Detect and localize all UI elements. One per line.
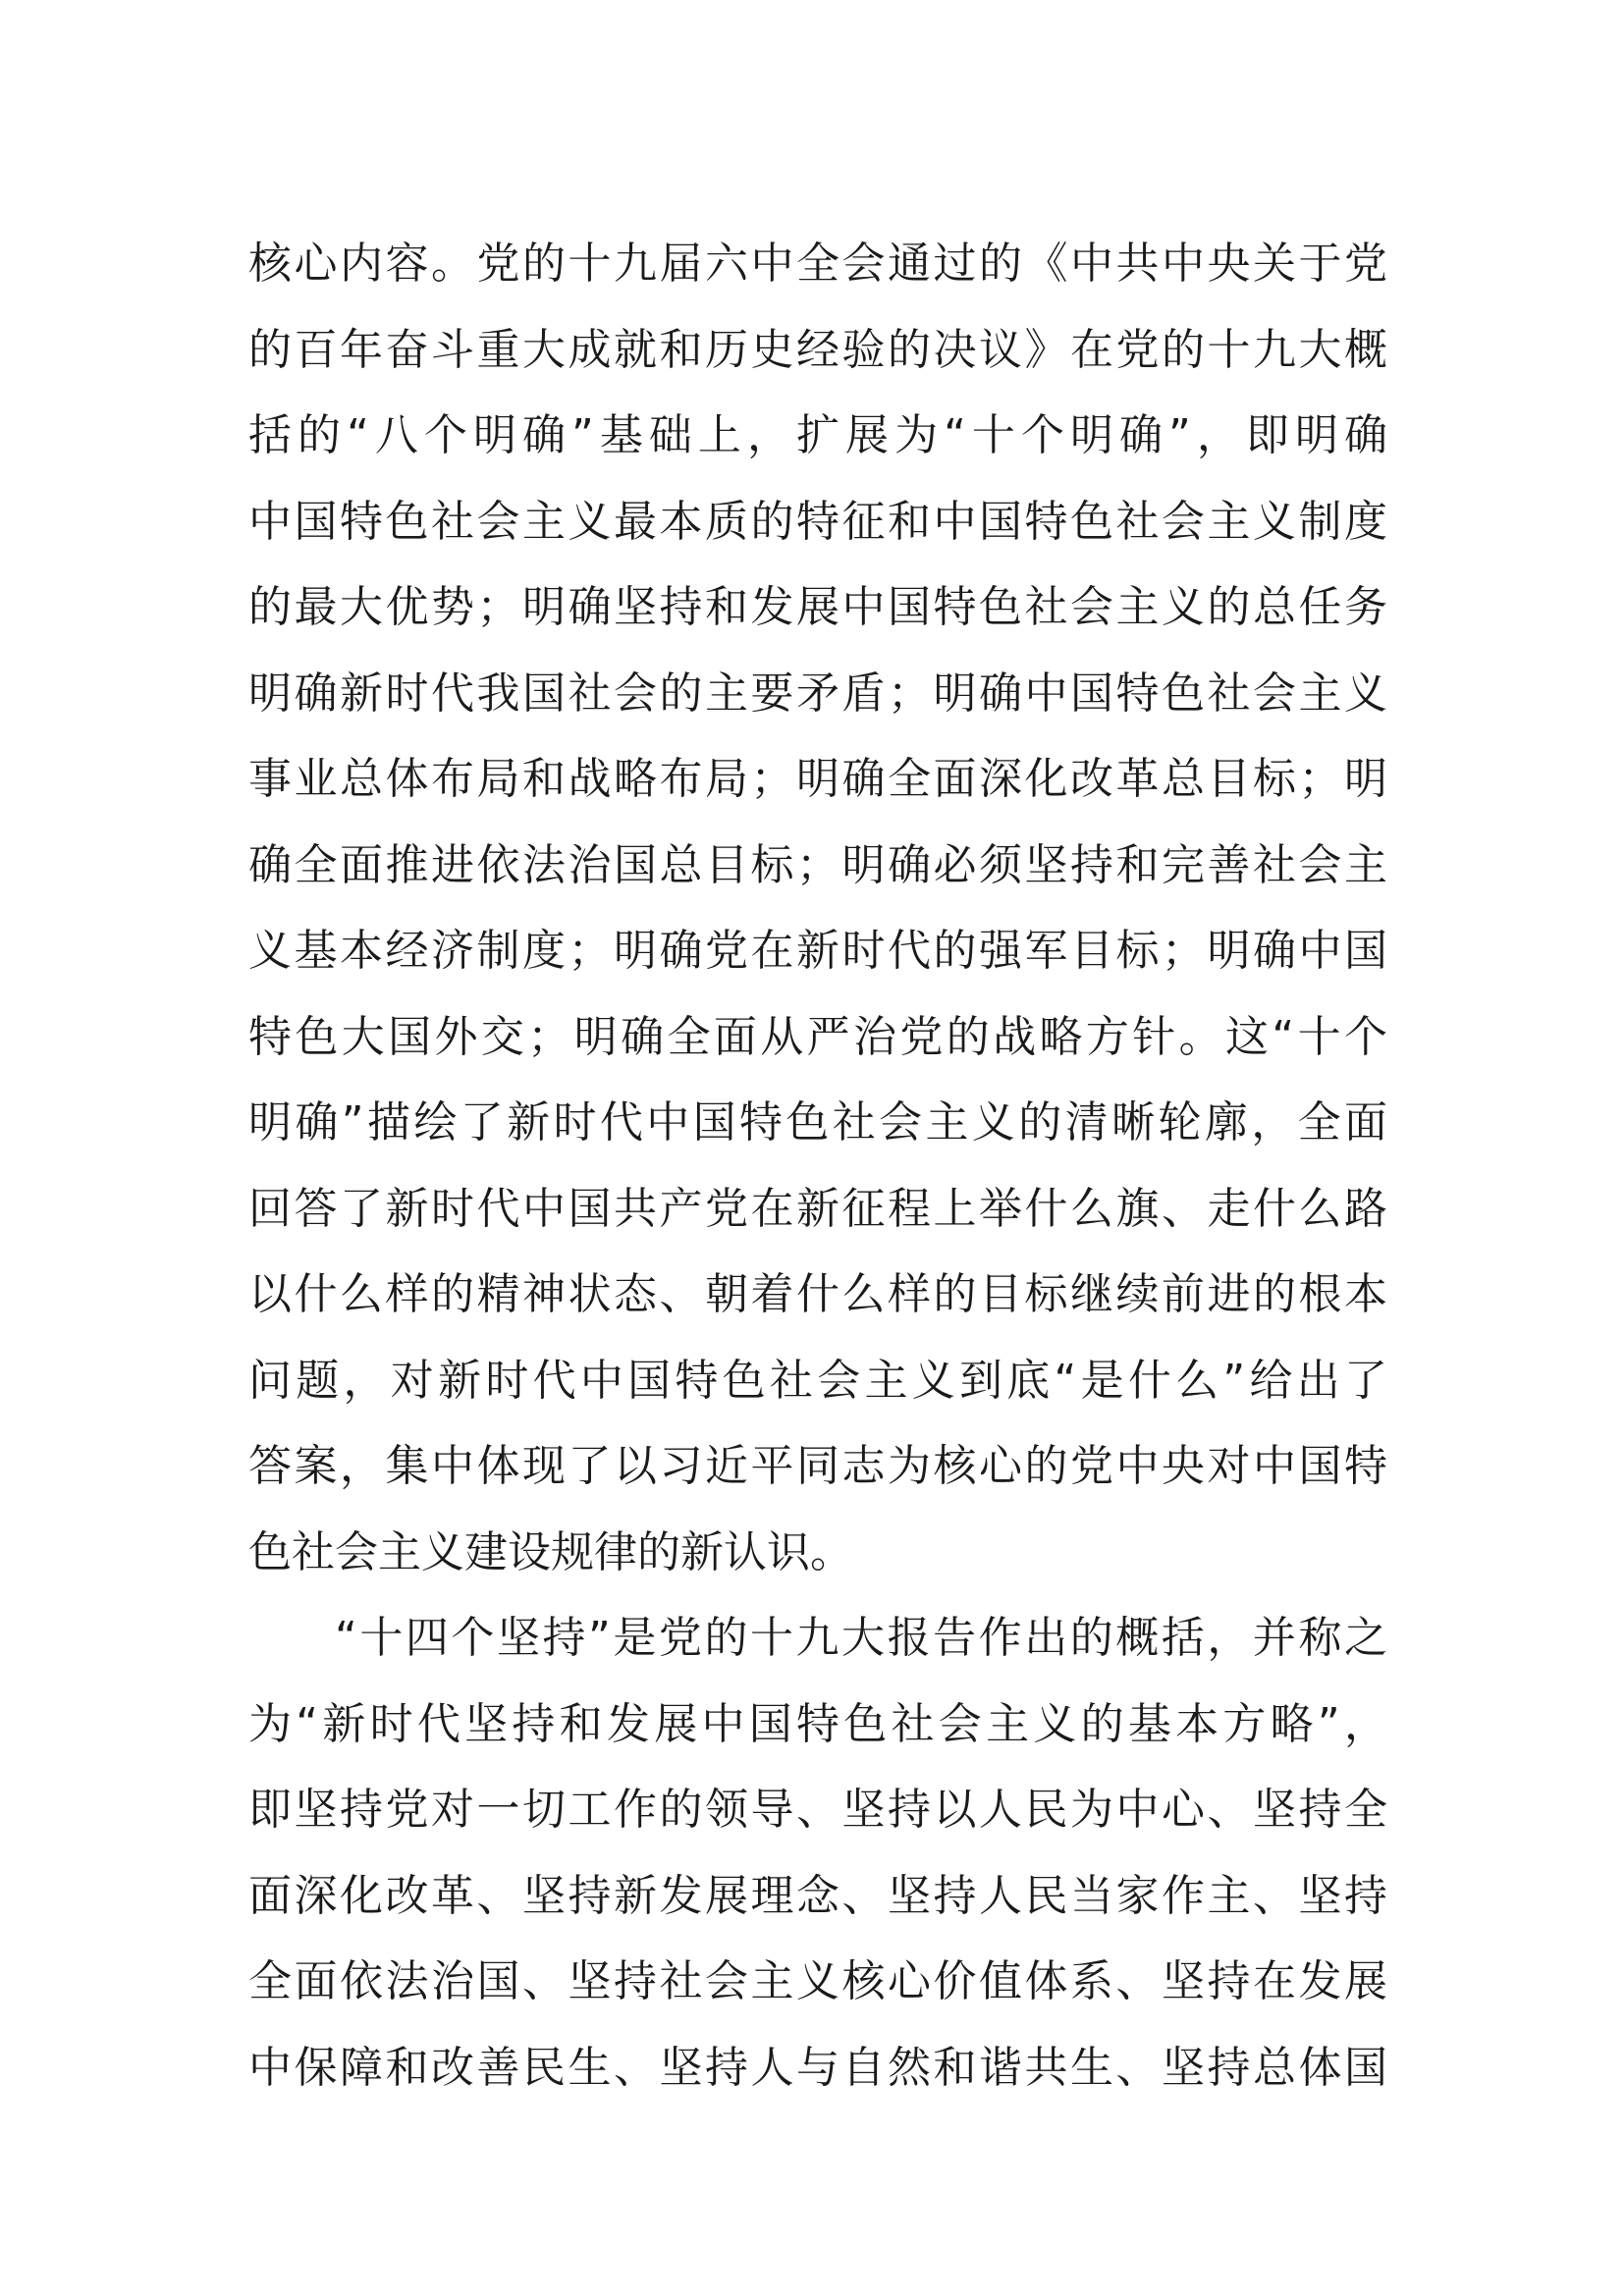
paragraph-line: 的最大优势；明确坚持和发展中国特色社会主义的总任务 (248, 582, 1387, 632)
paragraph-line: 明确”描绘了新时代中国特色社会主义的清晰轮廓，全面 (248, 1097, 1387, 1148)
paragraph-line: 为“新时代坚持和发展中国特色社会主义的基本方略”， (248, 1698, 1387, 1749)
paragraph-line: 核心内容。党的十九届六中全会通过的《中共中央关于党 (248, 239, 1387, 289)
paragraph-line: 义基本经济制度；明确党在新时代的强军目标；明确中国 (248, 926, 1387, 976)
paragraph-line: 事业总体布局和战略布局；明确全面深化改革总目标；明 (248, 754, 1387, 804)
paragraph-line: 中保障和改善民生、坚持人与自然和谐共生、坚持总体国 (248, 2042, 1387, 2093)
paragraph-line: 确全面推进依法治国总目标；明确必须坚持和完善社会主 (248, 839, 1387, 890)
paragraph-line: 中国特色社会主义最本质的特征和中国特色社会主义制度 (248, 496, 1387, 547)
paragraph-line: 问题，对新时代中国特色社会主义到底“是什么”给出了 (248, 1355, 1387, 1406)
paragraph-2 (248, 1595, 1387, 2110)
paragraph-line: 明确新时代我国社会的主要矛盾；明确中国特色社会主义 (248, 667, 1387, 719)
paragraph-line: 全面依法治国、坚持社会主义核心价值体系、坚持在发展 (248, 1956, 1387, 2006)
paragraph-line: “十四个坚持”是党的十九大报告作出的概括，并称之 (335, 1613, 1387, 1663)
paragraph-line: 色社会主义建设规律的新认识。 (248, 1526, 853, 1577)
paragraph-1 (248, 221, 1387, 1595)
paragraph-line: 即坚持党对一切工作的领导、坚持以人民为中心、坚持全 (248, 1785, 1387, 1835)
paragraph-line: 面深化改革、坚持新发展理念、坚持人民当家作主、坚持 (248, 1870, 1387, 1921)
paragraph-line: 括的“八个明确”基础上，扩展为“十个明确”，即明确 (248, 410, 1387, 460)
body-text (248, 221, 1387, 2110)
paragraph-line: 的百年奋斗重大成就和历史经验的决议》在党的十九大概 (248, 324, 1387, 375)
paragraph-line: 答案，集中体现了以习近平同志为核心的党中央对中国特 (248, 1441, 1387, 1491)
paragraph-line: 回答了新时代中国共产党在新征程上举什么旗、走什么路 (248, 1183, 1387, 1234)
paragraph-line: 以什么样的精神状态、朝着什么样的目标继续前进的根本 (248, 1269, 1387, 1319)
paragraph-line: 特色大国外交；明确全面从严治党的战略方针。这“十个 (248, 1011, 1387, 1062)
